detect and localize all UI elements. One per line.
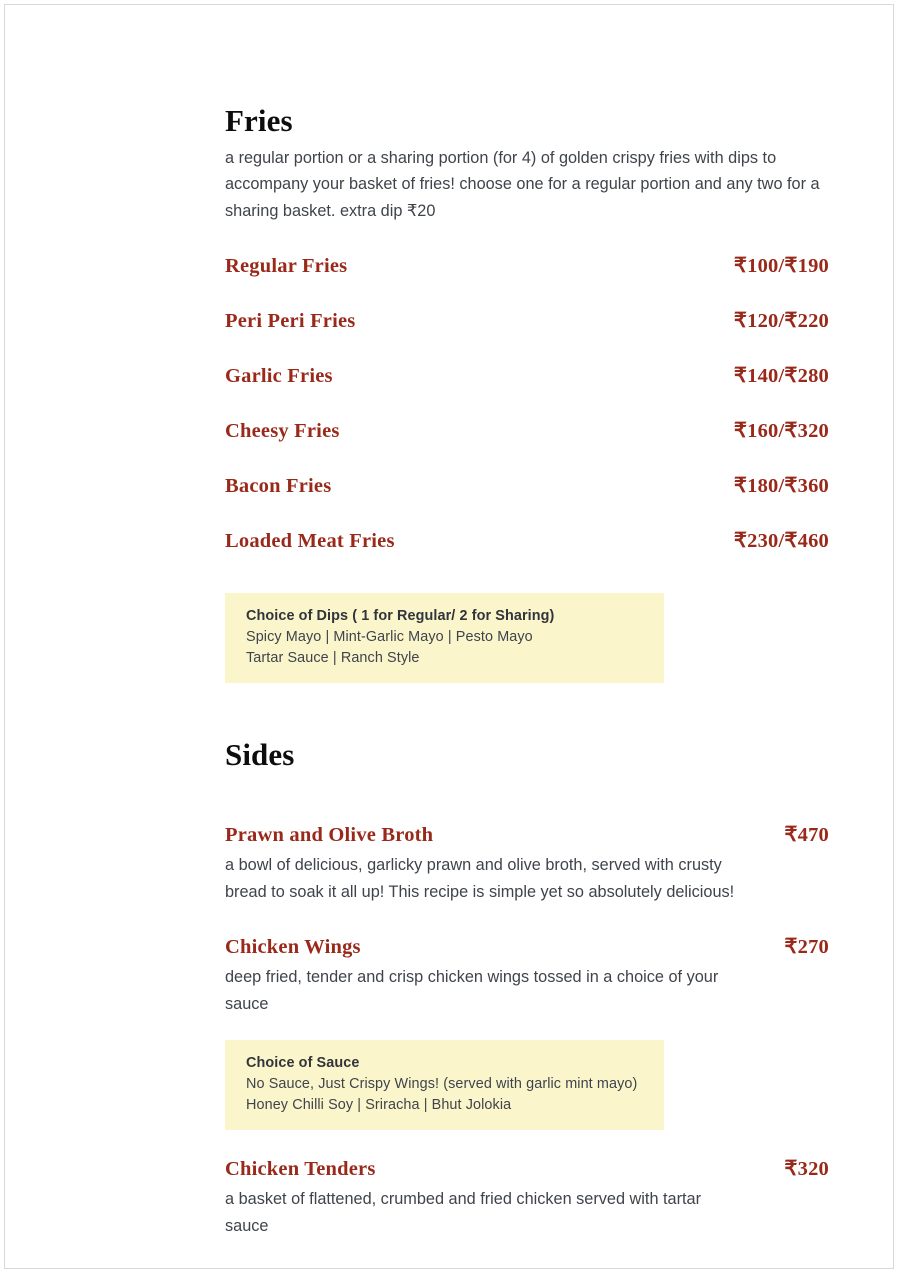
item-name: Bacon Fries bbox=[225, 475, 332, 498]
menu-item-row[interactable] bbox=[225, 363, 829, 418]
item-name: Cheesy Fries bbox=[225, 420, 340, 443]
item-name: Garlic Fries bbox=[225, 365, 333, 388]
section-fries bbox=[225, 5, 829, 683]
section-title-sides: Sides bbox=[225, 737, 295, 773]
callout-title: Choice of Dips ( 1 for Regular/ 2 for Sharing) bbox=[246, 608, 555, 625]
callout-title: Choice of Sauce bbox=[246, 1055, 360, 1072]
section-description-fries: a regular portion or a sharing portion (for 4) of golden crispy fries with dips to accompany your basket of fries! choose one for a regular portion and any two for a sharing basket. extra dip ₹20 bbox=[225, 148, 820, 220]
item-name: Peri Peri Fries bbox=[225, 310, 356, 333]
item-name: Loaded Meat Fries bbox=[225, 530, 395, 553]
menu-page bbox=[4, 4, 894, 1269]
menu-content bbox=[225, 5, 829, 1240]
item-name: Regular Fries bbox=[225, 255, 348, 278]
item-header bbox=[225, 934, 829, 959]
menu-item-prawn-and-olive-broth[interactable] bbox=[225, 822, 829, 906]
item-price: ₹100/₹190 bbox=[733, 255, 829, 278]
item-name: Chicken Wings bbox=[225, 936, 361, 959]
item-header bbox=[225, 822, 829, 847]
menu-item-row[interactable] bbox=[225, 418, 829, 473]
item-price: ₹470 bbox=[784, 823, 829, 846]
menu-item-row[interactable] bbox=[225, 253, 829, 308]
item-price: ₹320 bbox=[784, 1158, 829, 1181]
choice-of-sauce-callout bbox=[225, 1040, 664, 1130]
item-price: ₹160/₹320 bbox=[733, 420, 829, 443]
item-name: Chicken Tenders bbox=[225, 1158, 376, 1181]
callout-line: No Sauce, Just Crispy Wings! (served with garlic mint mayo) bbox=[246, 1076, 638, 1093]
section-sides bbox=[225, 683, 829, 1239]
item-header bbox=[225, 1156, 829, 1181]
section-title-fries: Fries bbox=[225, 103, 293, 138]
menu-item-row[interactable] bbox=[225, 473, 829, 528]
item-name: Prawn and Olive Broth bbox=[225, 823, 434, 846]
fries-price-list bbox=[225, 253, 829, 583]
item-price: ₹230/₹460 bbox=[733, 530, 829, 553]
item-price: ₹120/₹220 bbox=[733, 310, 829, 333]
callout-line: Honey Chilli Soy | Sriracha | Bhut Jolokia bbox=[246, 1097, 512, 1114]
item-description: a basket of flattened, crumbed and fried chicken served with tartar sauce bbox=[225, 1190, 702, 1235]
menu-item-chicken-tenders[interactable] bbox=[225, 1156, 829, 1240]
callout-line: Spicy Mayo | Mint-Garlic Mayo | Pesto Mayo bbox=[246, 629, 533, 646]
item-description: a bowl of delicious, garlicky prawn and olive broth, served with crusty bread to soak it all up! This recipe is simple yet so absolutely delicious! bbox=[225, 855, 735, 901]
menu-item-row[interactable] bbox=[225, 528, 829, 583]
item-price: ₹270 bbox=[784, 936, 829, 959]
item-price: ₹140/₹280 bbox=[733, 365, 829, 388]
item-description: deep fried, tender and crisp chicken wings tossed in a choice of your sauce bbox=[225, 968, 719, 1014]
callout-line: Tartar Sauce | Ranch Style bbox=[246, 650, 420, 667]
menu-item-chicken-wings[interactable] bbox=[225, 934, 829, 1130]
menu-item-row[interactable] bbox=[225, 308, 829, 363]
item-price: ₹180/₹360 bbox=[733, 475, 829, 498]
choice-of-dips-callout bbox=[225, 593, 664, 683]
